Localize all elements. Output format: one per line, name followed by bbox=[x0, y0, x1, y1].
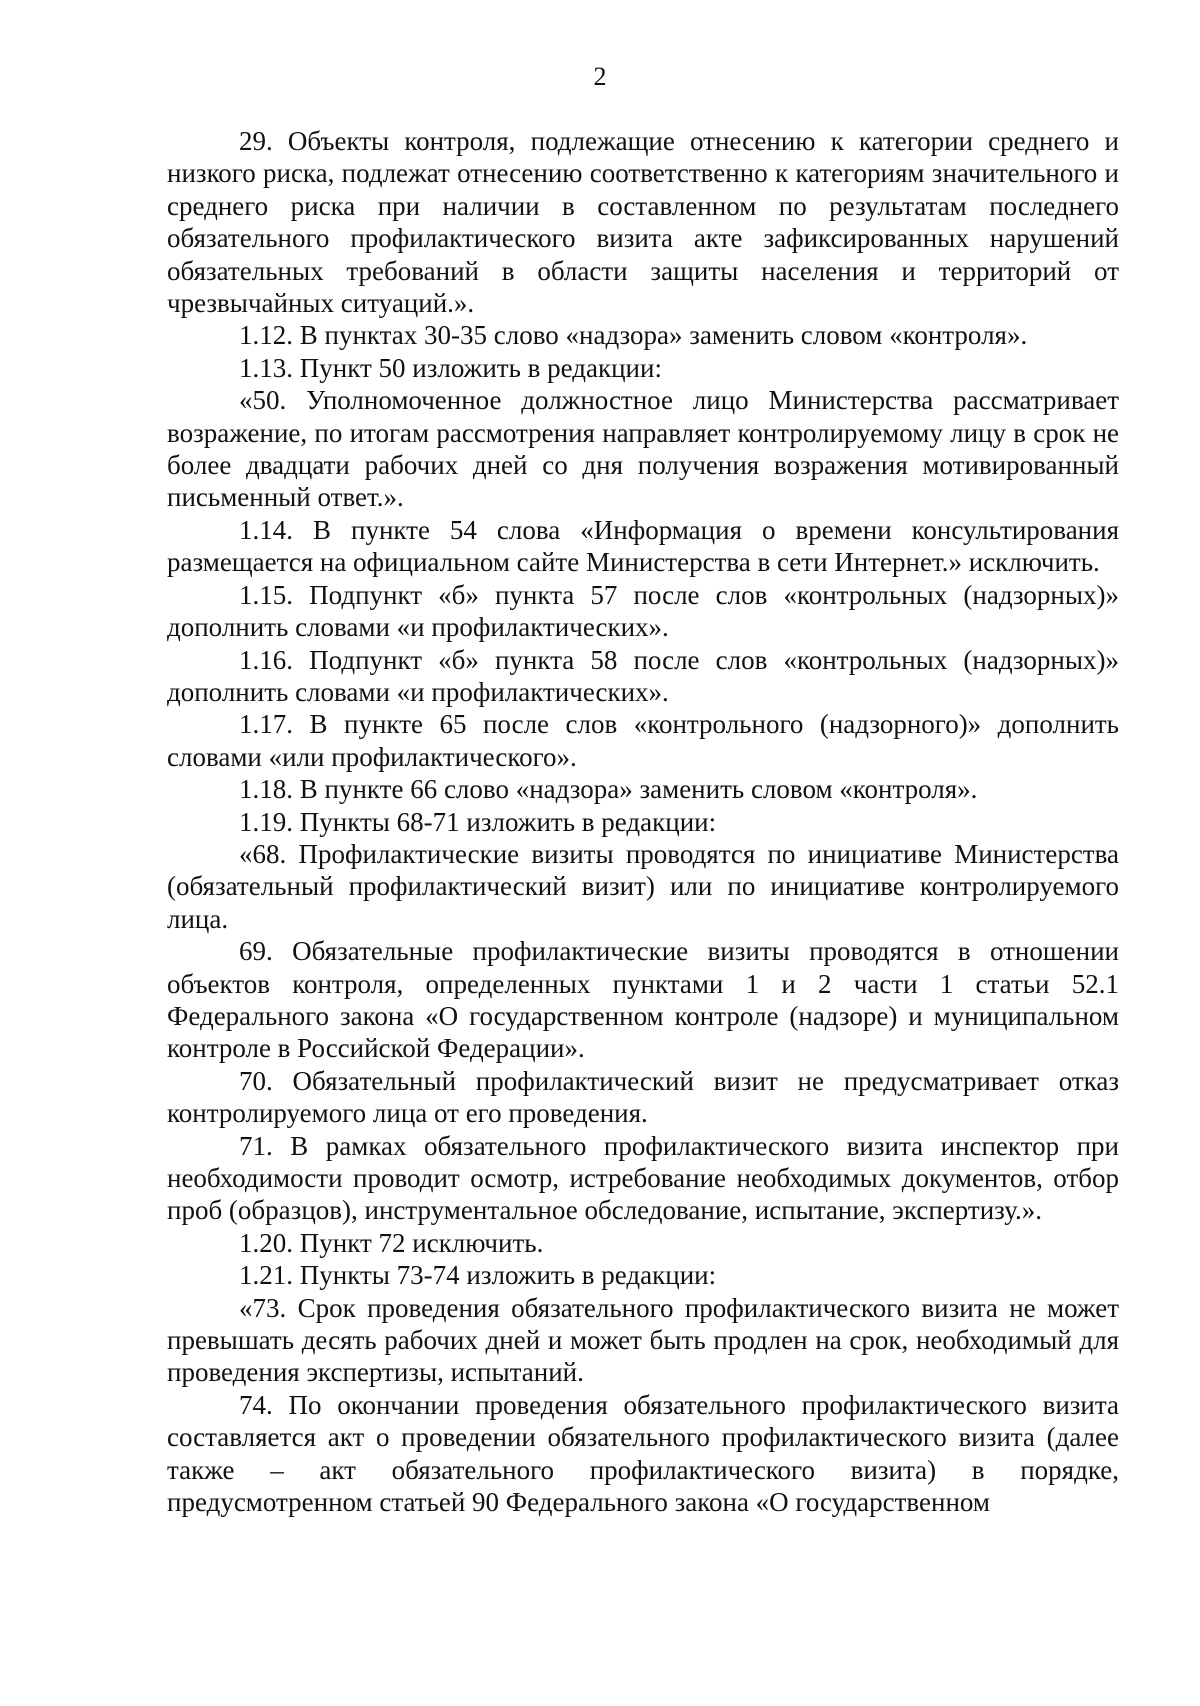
paragraph-1-15: 1.15. Подпункт «б» пункта 57 после слов «контрольных (надзорных)» дополнить словами «и профилактических». bbox=[167, 579, 1119, 643]
paragraph-1-13: 1.13. Пункт 50 изложить в редакции: bbox=[239, 352, 662, 383]
paragraph-1-18: 1.18. В пункте 66 слово «надзора» заменить словом «контроля». bbox=[239, 774, 978, 805]
paragraph-50: «50. Уполномоченное должностное лицо Министерства рассматривает возражение, по итогам рассмотрения направляет контролируемому лицу в срок не более двадцати рабочих дней со дня получения возражения мотивированный письменный ответ.». bbox=[167, 385, 1119, 513]
paragraph-1-16: 1.16. Подпункт «б» пункта 58 после слов «контрольных (надзорных)» дополнить словами «и профилактических». bbox=[167, 644, 1119, 707]
paragraph-68: «68. Профилактические визиты проводятся по инициативе Министерства (обязательный профилактический визит) или по инициативе контролируемого лица. bbox=[167, 838, 1119, 934]
paragraph-71: 71. В рамках обязательного профилактического визита инспектор при необходимости проводит осмотр, истребование необходимых документов, отбор проб (образцов), инструментальное обследование, испытание, экспертизу.». bbox=[167, 1130, 1119, 1226]
paragraph-70: 70. Обязательный профилактический визит не предусматривает отказ контролируемого лица от его проведения. bbox=[167, 1065, 1119, 1129]
document-body bbox=[167, 125, 1119, 1518]
page-number: 2 bbox=[593, 62, 607, 91]
paragraph-1-19: 1.19. Пункты 68-71 изложить в редакции: bbox=[239, 806, 717, 837]
paragraph-1-17: 1.17. В пункте 65 после слов «контрольного (надзорного)» дополнить словами «или профилактического». bbox=[167, 709, 1119, 772]
paragraph-29: 29. Объекты контроля, подлежащие отнесению к категории среднего и низкого риска, подлежат отнесению соответственно к категориям значительного и среднего риска при наличии в составленном по результатам последнего обязательного профилактического визита акте зафиксированных нарушений обязательных требований в области защиты населения и территорий от чрезвычайных ситуаций.». bbox=[167, 126, 1119, 319]
paragraph-69: 69. Обязательные профилактические визиты проводятся в отношении объектов контроля, определенных пунктами 1 и 2 части 1 статьи 52.1 Федерального закона «О государственном контроле (надзоре) и муниципальном контроле в Российской Федерации». bbox=[167, 936, 1119, 1064]
paragraph-1-21: 1.21. Пункты 73-74 изложить в редакции: bbox=[239, 1260, 717, 1291]
paragraph-1-14: 1.14. В пункте 54 слова «Информация о времени консультирования размещается на официальном сайте Министерства в сети Интернет.» исключить. bbox=[167, 514, 1119, 578]
paragraph-74: 74. По окончании проведения обязательного профилактического визита составляется акт о проведении обязательного профилактического визита (далее также – акт обязательного профилактического визита) в порядке, предусмотренном статьей 90 Федерального закона «О государственном bbox=[167, 1389, 1119, 1518]
paragraph-1-12: 1.12. В пунктах 30-35 слово «надзора» заменить словом «контроля». bbox=[239, 320, 1028, 351]
paragraph-73: «73. Срок проведения обязательного профилактического визита не может превышать десять рабочих дней и может быть продлен на срок, необходимый для проведения экспертизы, испытаний. bbox=[167, 1292, 1119, 1388]
paragraph-1-20: 1.20. Пункт 72 исключить. bbox=[239, 1227, 544, 1258]
